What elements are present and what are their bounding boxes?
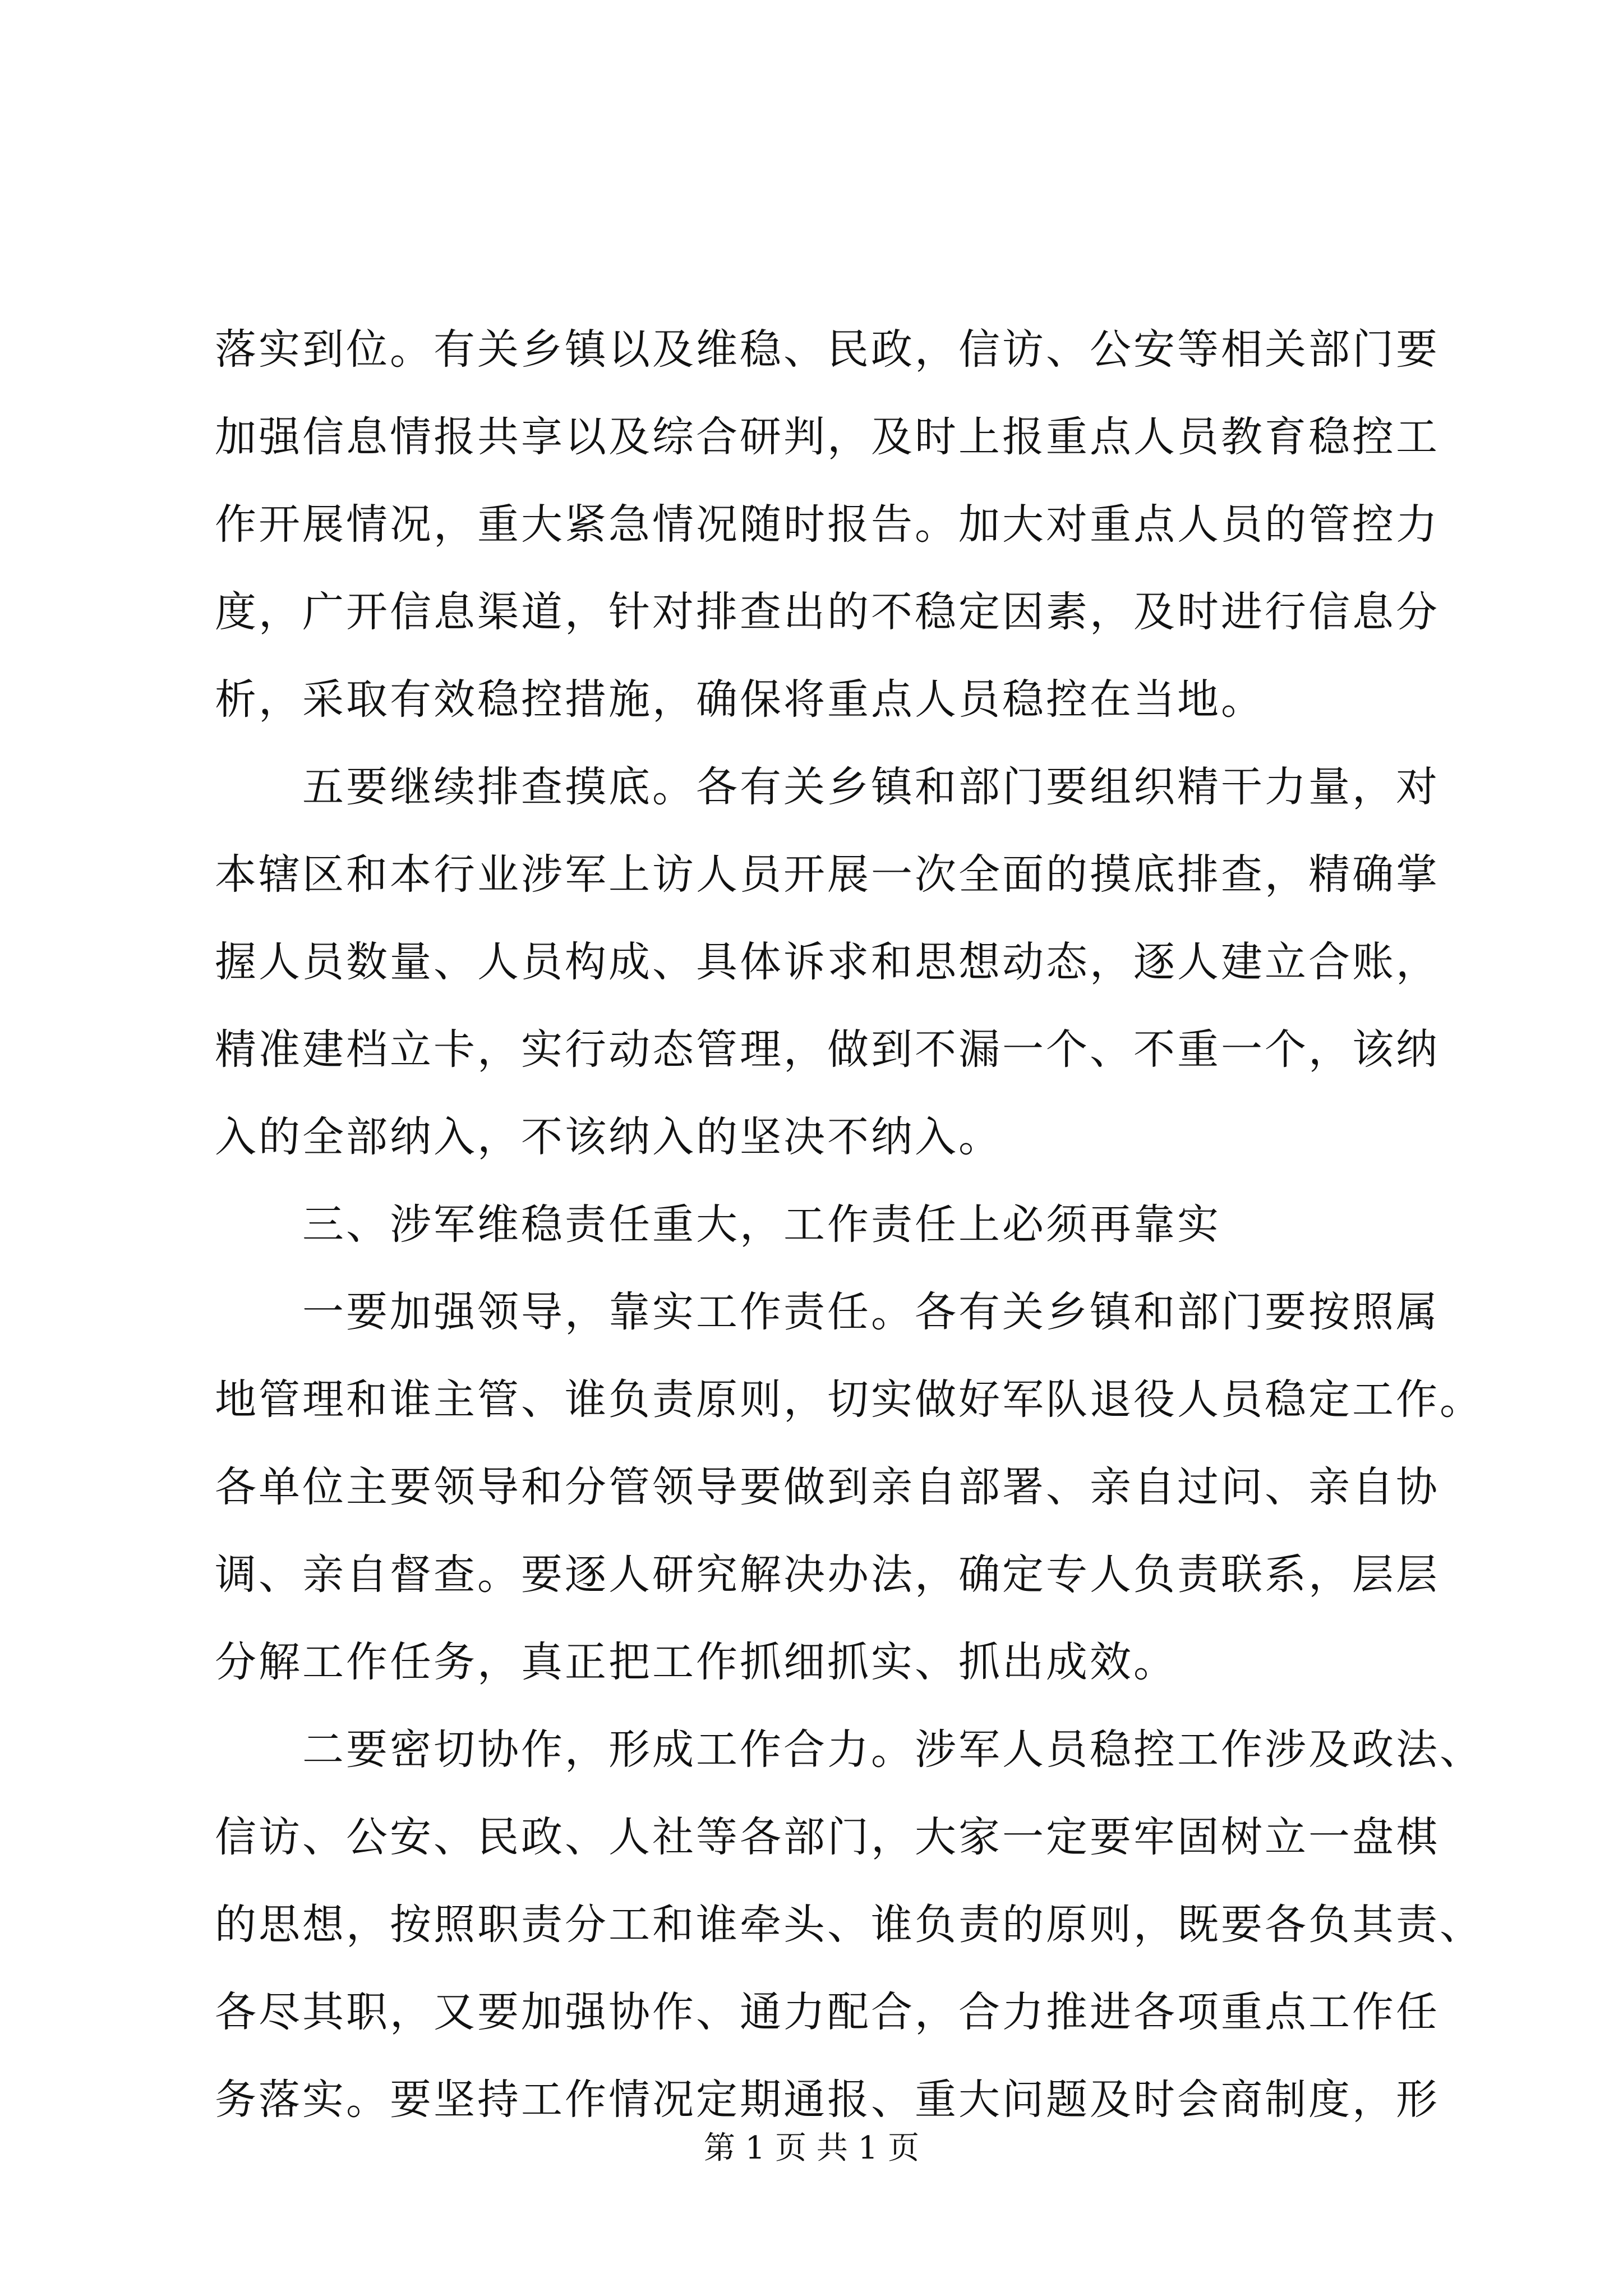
text-line: 五要继续排查摸底。各有关乡镇和部门要组织精干力量，对 bbox=[215, 763, 1440, 811]
text-line: 本辖区和本行业涉军上访人员开展一次全面的摸底排查，精确掌 bbox=[215, 850, 1440, 899]
text-line: 务落实。要坚持工作情况定期通报、重大问题及时会商制度，形 bbox=[215, 2076, 1440, 2124]
page-number-label: 第 1 页 共 1 页 bbox=[703, 2130, 920, 2166]
text-line: 作开展情况，重大紧急情况随时报告。加大对重点人员的管控力 bbox=[215, 500, 1440, 549]
text-line: 加强信息情报共享以及综合研判，及时上报重点人员教育稳控工 bbox=[215, 413, 1440, 461]
page-footer bbox=[0, 2129, 1623, 2168]
text-line: 入的全部纳入，不该纳入的坚决不纳入。 bbox=[215, 1113, 1002, 1161]
text-line: 落实到位。有关乡镇以及维稳、民政，信访、公安等相关部门要 bbox=[215, 325, 1440, 374]
text-line: 调、亲自督查。要逐人研究解决办法，确定专人负责联系，层层 bbox=[215, 1550, 1440, 1599]
text-line: 二要密切协作，形成工作合力。涉军人员稳控工作涉及政法、 bbox=[215, 1726, 1483, 1774]
text-line: 各尽其职，又要加强协作、通力配合，合力推进各项重点工作任 bbox=[215, 1988, 1440, 2036]
text-line: 精准建档立卡，实行动态管理，做到不漏一个、不重一个，该纳 bbox=[215, 1025, 1440, 1074]
section-heading: 三、涉军维稳责任重大，工作责任上必须再靠实 bbox=[215, 1200, 1221, 1249]
text-line: 握人员数量、人员构成、具体诉求和思想动态，逐人建立合账， bbox=[215, 938, 1440, 986]
text-line: 信访、公安、民政、人社等各部门，大家一定要牢固树立一盘棋 bbox=[215, 1813, 1440, 1861]
text-line: 分解工作任务，真正把工作抓细抓实、抓出成效。 bbox=[215, 1638, 1177, 1686]
text-line: 各单位主要领导和分管领导要做到亲自部署、亲自过问、亲自协 bbox=[215, 1463, 1440, 1511]
document-body bbox=[215, 306, 1483, 2143]
text-line: 的思想，按照职责分工和谁牵头、谁负责的原则，既要各负其责、 bbox=[215, 1901, 1483, 1949]
text-line: 地管理和谁主管、谁负责原则，切实做好军队退役人员稳定工作。 bbox=[215, 1375, 1483, 1424]
text-line: 度，广开信息渠道，针对排查出的不稳定因素，及时进行信息分 bbox=[215, 588, 1440, 636]
text-line: 析，采取有效稳控措施，确保将重点人员稳控在当地。 bbox=[215, 675, 1265, 724]
text-line: 一要加强领导，靠实工作责任。各有关乡镇和部门要按照属 bbox=[215, 1288, 1440, 1336]
